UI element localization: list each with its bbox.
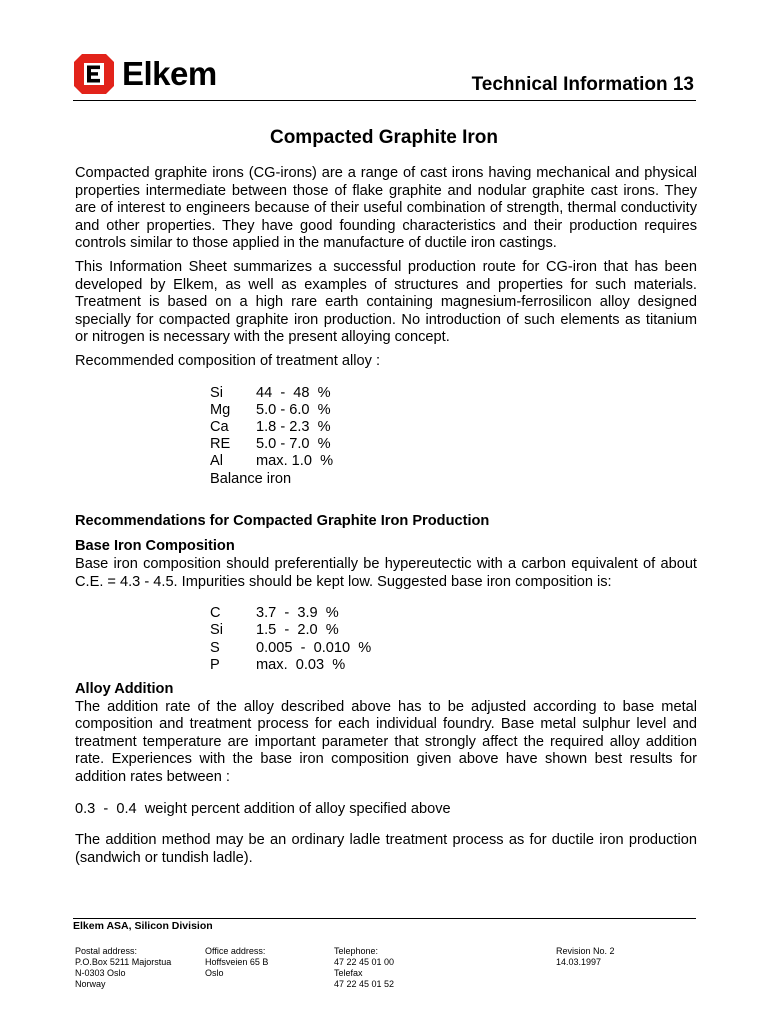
telephone-label: Telephone: — [334, 946, 379, 956]
page-title: Compacted Graphite Iron — [269, 127, 499, 148]
element-symbol: RE — [210, 436, 231, 453]
addition-rate: 0.3 - 0.4 weight percent addition of alloy specified above — [75, 800, 451, 817]
element-symbol: S — [210, 639, 220, 656]
office-line: Oslo — [205, 968, 224, 978]
element-symbol: Al — [210, 453, 223, 470]
composition-row — [210, 453, 333, 470]
composition-row — [210, 419, 333, 436]
element-range: 1.5 - 2.0 % — [256, 622, 339, 639]
composition-row — [210, 402, 333, 419]
footer — [73, 918, 696, 989]
element-symbol: P — [210, 656, 220, 673]
element-range: 3.7 - 3.9 % — [256, 605, 339, 622]
composition-row — [210, 657, 371, 674]
footer-office-address — [205, 946, 268, 979]
element-symbol: Si — [210, 622, 223, 639]
element-range: 5.0 - 6.0 % — [256, 401, 331, 418]
composition-row — [210, 640, 371, 657]
footer-revision — [556, 946, 615, 968]
base-iron-text: Base iron composition should preferentially be hypereutectic with a carbon equivalent of about C.E. = 4.3 - 4.5. Impurities should be kept low. Suggested base iron composition is: — [75, 555, 697, 590]
telefax-label: Telefax — [334, 968, 363, 978]
element-symbol: Mg — [210, 401, 231, 418]
alloy-addition-text: The addition rate of the alloy described above has to be adjusted according to base metal composition and treatment process for each individual foundry. Base metal sulphur level and treatment temperature are important parameter that strongly affect the required alloy addition rate. Experiences with the base iron composition given above have shown best results for addition rates between : — [75, 698, 697, 785]
footer-postal-address — [75, 946, 171, 990]
alloy-composition-table — [210, 385, 333, 488]
footer-company: Elkem ASA, Silicon Division — [73, 920, 213, 932]
base-iron-heading: Base Iron Composition — [75, 538, 235, 555]
element-range: max. 0.03 % — [256, 656, 346, 673]
intro-paragraph-2: This Information Sheet summarizes a successful production route for CG-iron that has been developed by Elkem, as well as examples of structures and properties for such materials. Treatment is based on a high rare earth containing magnesium-ferrosilicon alloy designed specially for compacted graphite iron production. No introduction of such elements as titanium or nitrogen is necessary with the present alloying concept. — [75, 258, 697, 346]
revision-number: Revision No. 2 — [556, 946, 615, 956]
element-range: 1.8 - 2.3 % — [256, 418, 331, 435]
postal-label: Postal address: — [75, 946, 138, 956]
composition-row — [210, 385, 333, 402]
intro-paragraph-1: Compacted graphite irons (CG-irons) are a range of cast irons having mechanical and physical properties intermediate between those of flake graphite and nodular graphite cast irons. They are of interest to engineers because of their useful combination of strength, thermal conductivity and other properties. They have good founding characteristics and their production requires controls similar to those applied in the manufacture of ductile iron castings. — [75, 165, 697, 252]
office-line: Hoffsveien 65 B — [205, 957, 269, 967]
document-body — [75, 165, 697, 867]
element-range: 44 - 48 % — [256, 384, 331, 401]
base-iron-composition-table — [210, 605, 371, 674]
element-symbol: C — [210, 605, 221, 622]
revision-date: 14.03.1997 — [556, 957, 602, 967]
postal-line: N-0303 Oslo — [75, 968, 126, 978]
footer-telephone — [334, 946, 394, 990]
alloy-composition-label: Recommended composition of treatment alloy : — [75, 352, 380, 369]
elkem-logo — [72, 52, 242, 96]
composition-row — [210, 605, 371, 622]
element-symbol: Ca — [210, 418, 229, 435]
alloy-balance: Balance iron — [210, 470, 292, 487]
telephone-number: 47 22 45 01 00 — [334, 957, 395, 967]
document-type-title: Technical Information 13 — [471, 74, 694, 95]
postal-line: Norway — [75, 979, 106, 989]
composition-row — [210, 622, 371, 639]
telefax-number: 47 22 45 01 52 — [334, 979, 395, 989]
alloy-addition-heading: Alloy Addition — [75, 680, 174, 697]
element-range: 5.0 - 7.0 % — [256, 436, 331, 453]
header-divider — [73, 100, 696, 101]
recommendations-heading: Recommendations for Compacted Graphite Iron Production — [75, 512, 490, 529]
office-label: Office address: — [205, 946, 266, 956]
element-symbol: Si — [210, 384, 223, 401]
brand-name: Elkem — [122, 55, 217, 92]
postal-line: P.O.Box 5211 Majorstua — [75, 957, 172, 967]
elkem-logo-icon — [72, 52, 116, 96]
footer-divider — [73, 918, 696, 919]
element-range: 0.005 - 0.010 % — [256, 639, 372, 656]
addition-method-text: The addition method may be an ordinary ladle treatment process as for ductile iron production (sandwich or tundish ladle). — [75, 832, 697, 866]
element-range: max. 1.0 % — [256, 453, 334, 470]
composition-row — [210, 436, 333, 453]
